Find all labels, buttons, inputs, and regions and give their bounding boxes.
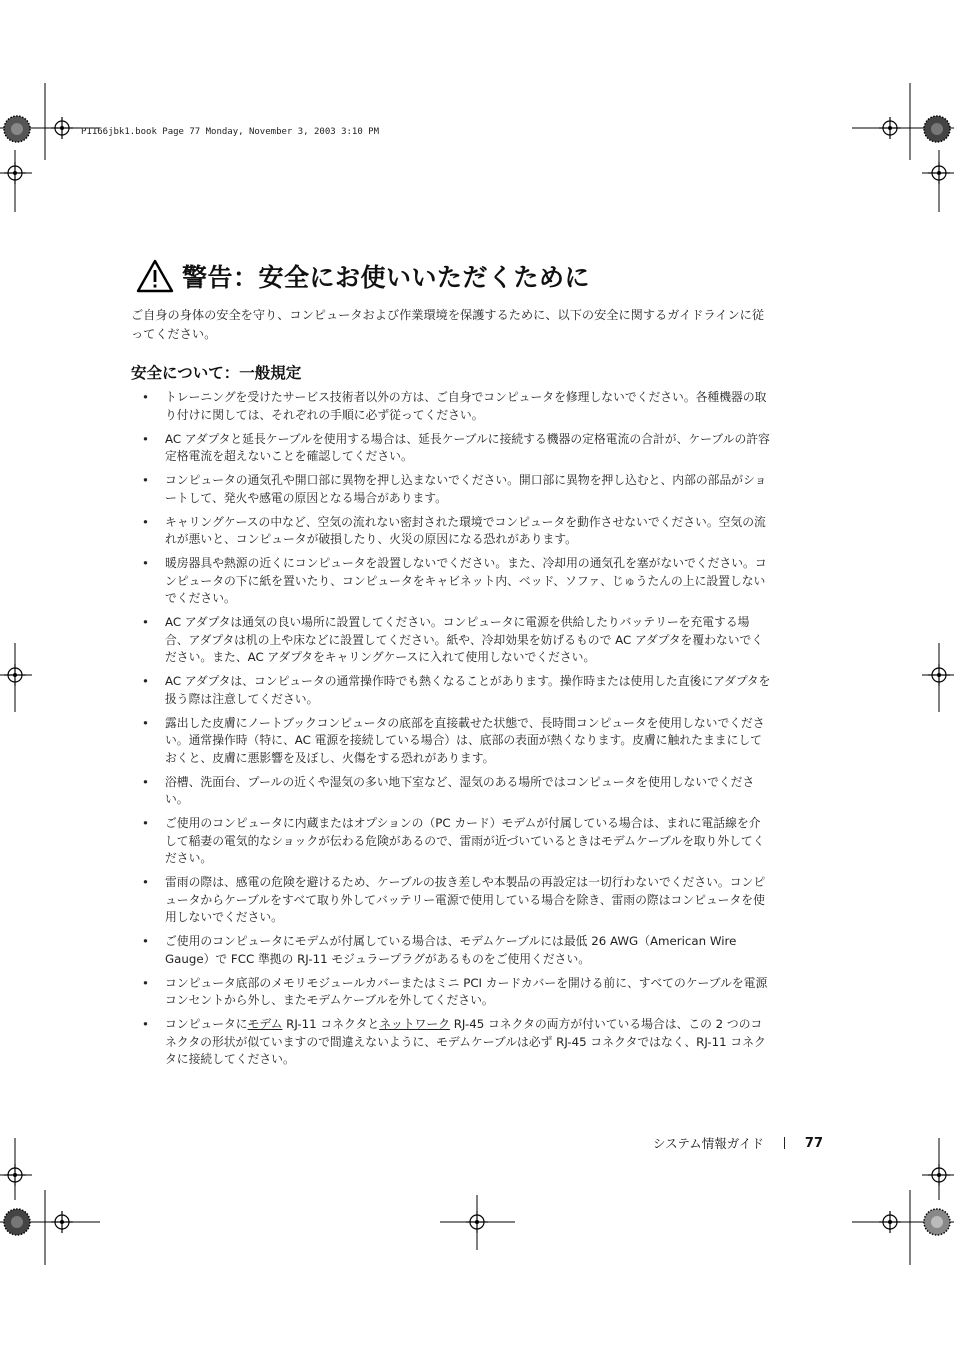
list-item: • コンピュータ底部のメモリモジュールカバーまたはミニ PCI カードカバーを開ける前に、すべてのケーブルを電源コンセントから外し、またモデムケーブルを外してください。 [142,975,768,1007]
bullet-marker: • [142,615,149,629]
bullet-marker: • [142,514,149,529]
section-heading: 安全について：一般規定 [131,364,302,382]
bullet-marker: • [142,816,149,830]
list-item: • トレーニングを受けたサービス技術者以外の方は、ご自身でコンピュータを修理しないでください。各種機器の取り付けに関しては、それぞれの手順に必ず従ってください。 [142,390,767,422]
list-item: • コンピュータの通気孔や開口部に異物を押し込まないでください。開口部に異物を押し込むと、内部の部品がショートして、発火や感電の原因となる場合があります。 [142,473,767,505]
page-number: 77 [804,1135,823,1151]
list-item: • 暖房器具や熱源の近くにコンピュータを設置しないでください。また、冷却用の通気孔を塞がないでください。コンピュータの下に紙を置いたり、コンピュータをキャビネット内、ベッド、ソファ、じゅうたんの上に設置しないでください。 [142,556,767,605]
list-item: • 浴槽、洗面台、プールの近くや湿気の多い地下室など、湿気のある場所ではコンピュータを使用しないでください。 [142,774,755,806]
page-title [136,258,590,294]
bullet-marker: • [142,390,149,404]
page-footer [653,1134,823,1152]
bullet-marker: • [142,1017,149,1031]
bullet-marker: • [142,774,149,789]
title-text: 警告：安全にお使いいただくために [182,263,591,292]
list-item: • AC アダプタは通気の良い場所に設置してください。コンピュータに電源を供給したりバッテリーを充電する場合、アダプタは机の上や床などに設置してください。紙や、冷却効果を妨げるもので AC アダプタを覆わないでください。また、AC アダプタをキャリングケースに入れて使用しないでください。 [142,615,764,664]
bullet-marker: • [142,715,149,730]
list-item: • 露出した皮膚にノートブックコンピュータの底部を直接載せた状態で、長時間コンピュータを使用しないでください。通常操作時（特に、AC 電源を接続している場合）は、底部の表面が熱くなります。皮膚に触れたままにしておくと、皮膚に悪影響を及ぼし、火傷をする恐れがあります。 [142,715,765,765]
list-item: • キャリングケースの中など、空気の流れない密封された環境でコンピュータを動作させないでください。空気の流れが悪いと、コンピュータが破損したり、火災の原因になる恐れがあります。 [142,514,766,546]
list-item: • ご使用のコンピュータに内蔵またはオプションの（PC カード）モデムが付属している場合は、まれに電話線を介して稲妻の電気的なショックが伝わる危険があるので、雷雨が近づいているときはモデムケーブルを取り外してください。 [142,816,765,865]
underlined-term-modem: モデム [247,1017,283,1031]
bullet-marker: • [142,875,149,889]
list-item: • AC アダプタは、コンピュータの通常操作時でも熱くなることがあります。操作時または使用した直後にアダプタを扱う際は注意してください。 [142,674,771,706]
underlined-term-network: ネットワーク [379,1017,450,1031]
bullet-marker: • [142,473,149,487]
print-header: P1166jbk1.book Page 77 Monday, November 3, 2003 3:10 PM [81,127,380,137]
footer-label: システム情報ガイド [653,1136,764,1151]
bullet-marker: • [142,674,149,688]
bullet-marker: • [142,556,149,570]
warning-icon [136,259,174,293]
list-item: • ご使用のコンピュータにモデムが付属している場合は、モデムケーブルには最低 26 AWG（American Wire Gauge）で FCC 準拠の RJ-11 モジュラープラグがあるものをご使用ください。 [142,934,737,966]
bullet-marker: • [142,431,149,446]
intro-paragraph: ご自身の身体の安全を守り、コンピュータおよび作業環境を保護するために、以下の安全に関するガイドラインに従ってください。 [131,308,765,341]
list-item: • コンピュータにモデム RJ-11 コネクタとネットワーク RJ-45 コネクタの両方が付いている場合は、この 2 つのコネクタの形状が似ていますので間違えないように、モデムケーブルは必ず RJ-45 コネクタではなく、RJ-11 コネクタに接続してください。 [142,1017,766,1066]
footer-divider [784,1137,785,1149]
list-item: • 雷雨の際は、感電の危険を避けるため、ケーブルの抜き差しや本製品の再設定は一切行わないでください。コンピュータからケーブルをすべて取り外してバッテリー電源で使用している場合を除き、雷雨の際はコンピュータを使用しないでください。 [142,875,766,924]
bullet-marker: • [142,934,149,948]
safety-list [131,389,771,1075]
list-item: • AC アダプタと延長ケーブルを使用する場合は、延長ケーブルに接続する機器の定格電流の合計が、ケーブルの許容定格電流を超えないことを確認してください。 [142,431,770,463]
bullet-marker: • [142,975,149,990]
